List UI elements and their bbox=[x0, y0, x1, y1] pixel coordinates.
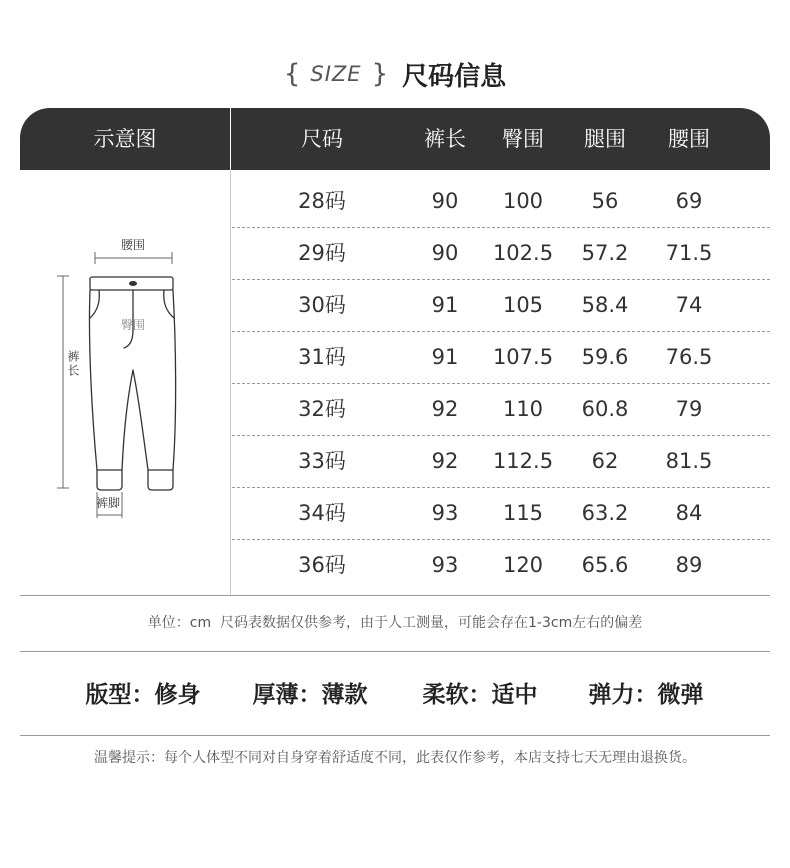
attribute-label: 厚薄： bbox=[252, 682, 322, 708]
cell-length: 90 bbox=[431, 241, 459, 265]
title-size-word: SIZE bbox=[310, 62, 362, 86]
cell-size: 33码 bbox=[298, 449, 346, 473]
page-title bbox=[0, 54, 790, 94]
waist-measure-line bbox=[95, 252, 172, 264]
attribute-value: 微弹 bbox=[657, 682, 704, 708]
table-row bbox=[232, 332, 770, 384]
cell-size: 36码 bbox=[298, 553, 346, 577]
header-divider bbox=[230, 108, 231, 170]
attribute-fit bbox=[58, 676, 228, 709]
table-row bbox=[232, 436, 770, 488]
cell-waist: 79 bbox=[675, 397, 703, 421]
cell-waist: 84 bbox=[675, 501, 703, 525]
cell-thigh: 56 bbox=[591, 189, 619, 213]
cell-waist: 74 bbox=[675, 293, 703, 317]
attribute-softness bbox=[395, 676, 565, 709]
left-cuff bbox=[97, 470, 122, 490]
attributes-divider bbox=[20, 735, 770, 736]
left-pocket bbox=[90, 290, 99, 318]
cell-waist: 71.5 bbox=[665, 241, 713, 265]
cell-thigh: 59.6 bbox=[581, 345, 629, 369]
title-open-brace: { bbox=[283, 59, 301, 89]
cell-hip: 102.5 bbox=[492, 241, 554, 265]
cell-length: 90 bbox=[431, 189, 459, 213]
cell-length: 91 bbox=[431, 293, 459, 317]
table-bottom-divider bbox=[20, 595, 770, 596]
cell-hip: 115 bbox=[502, 501, 544, 525]
table-row bbox=[232, 228, 770, 280]
length-measure-line bbox=[57, 276, 69, 488]
cell-size: 30码 bbox=[298, 293, 346, 317]
pants-illustration bbox=[20, 170, 230, 595]
title-close-brace: } bbox=[371, 59, 389, 89]
cell-length: 93 bbox=[431, 501, 459, 525]
diagram-label-waist: 腰围 bbox=[120, 238, 145, 252]
pants-diagram bbox=[20, 170, 230, 595]
cell-length: 91 bbox=[431, 345, 459, 369]
header-size: 尺码 bbox=[301, 127, 343, 151]
cell-hip: 112.5 bbox=[492, 449, 554, 473]
cell-waist: 89 bbox=[675, 553, 703, 577]
button-icon bbox=[129, 281, 137, 286]
footer-tip: 温馨提示：每个人体型不同对自身穿着舒适度不同，此表仅作参考，本店支持七天无理由退换货。 bbox=[94, 750, 696, 766]
title-text: 尺码信息 bbox=[402, 61, 507, 92]
right-pocket bbox=[164, 290, 174, 318]
cell-thigh: 60.8 bbox=[581, 397, 629, 421]
note-divider bbox=[20, 651, 770, 652]
cell-waist: 76.5 bbox=[665, 345, 713, 369]
attribute-value: 修身 bbox=[154, 682, 201, 708]
cell-thigh: 62 bbox=[591, 449, 619, 473]
header-hip: 臀围 bbox=[502, 127, 544, 151]
cell-length: 92 bbox=[431, 397, 459, 421]
cell-hip: 110 bbox=[502, 397, 544, 421]
measurement-note: 单位：cm 尺码表数据仅供参考，由于人工测量，可能会存在1-3cm左右的偏差 bbox=[147, 615, 643, 631]
cell-hip: 105 bbox=[502, 293, 544, 317]
cell-hip: 100 bbox=[502, 189, 544, 213]
attribute-value: 适中 bbox=[491, 682, 538, 708]
table-row bbox=[232, 384, 770, 436]
header-diagram: 示意图 bbox=[93, 127, 157, 151]
attribute-thickness bbox=[225, 676, 395, 709]
cell-size: 28码 bbox=[298, 189, 346, 213]
cell-thigh: 63.2 bbox=[581, 501, 629, 525]
header-length: 裤长 bbox=[424, 127, 466, 151]
cell-size: 29码 bbox=[298, 241, 346, 265]
cell-size: 32码 bbox=[298, 397, 346, 421]
table-row bbox=[232, 488, 770, 540]
size-table-body bbox=[230, 176, 770, 591]
diagram-label-hem: 裤脚 bbox=[95, 496, 120, 510]
cell-length: 92 bbox=[431, 449, 459, 473]
attribute-value: 薄款 bbox=[321, 682, 368, 708]
diagram-label-length: 裤长 bbox=[66, 350, 80, 378]
right-cuff bbox=[148, 470, 173, 490]
table-header bbox=[20, 108, 770, 170]
attribute-label: 版型： bbox=[85, 682, 155, 708]
cell-hip: 107.5 bbox=[492, 345, 554, 369]
table-row bbox=[232, 176, 770, 228]
header-thigh: 腿围 bbox=[584, 127, 626, 151]
table-row bbox=[232, 540, 770, 591]
cell-size: 31码 bbox=[298, 345, 346, 369]
cell-thigh: 65.6 bbox=[581, 553, 629, 577]
cell-thigh: 57.2 bbox=[581, 241, 629, 265]
cell-waist: 69 bbox=[675, 189, 703, 213]
attribute-label: 柔软： bbox=[422, 682, 492, 708]
header-waist: 腰围 bbox=[668, 127, 710, 151]
cell-thigh: 58.4 bbox=[581, 293, 629, 317]
cell-size: 34码 bbox=[298, 501, 346, 525]
attribute-elasticity bbox=[561, 676, 731, 709]
table-row bbox=[232, 280, 770, 332]
cell-length: 93 bbox=[431, 553, 459, 577]
cell-waist: 81.5 bbox=[665, 449, 713, 473]
diagram-label-hip: 臀围 bbox=[120, 318, 145, 332]
cell-hip: 120 bbox=[502, 553, 544, 577]
attribute-label: 弹力： bbox=[588, 682, 658, 708]
